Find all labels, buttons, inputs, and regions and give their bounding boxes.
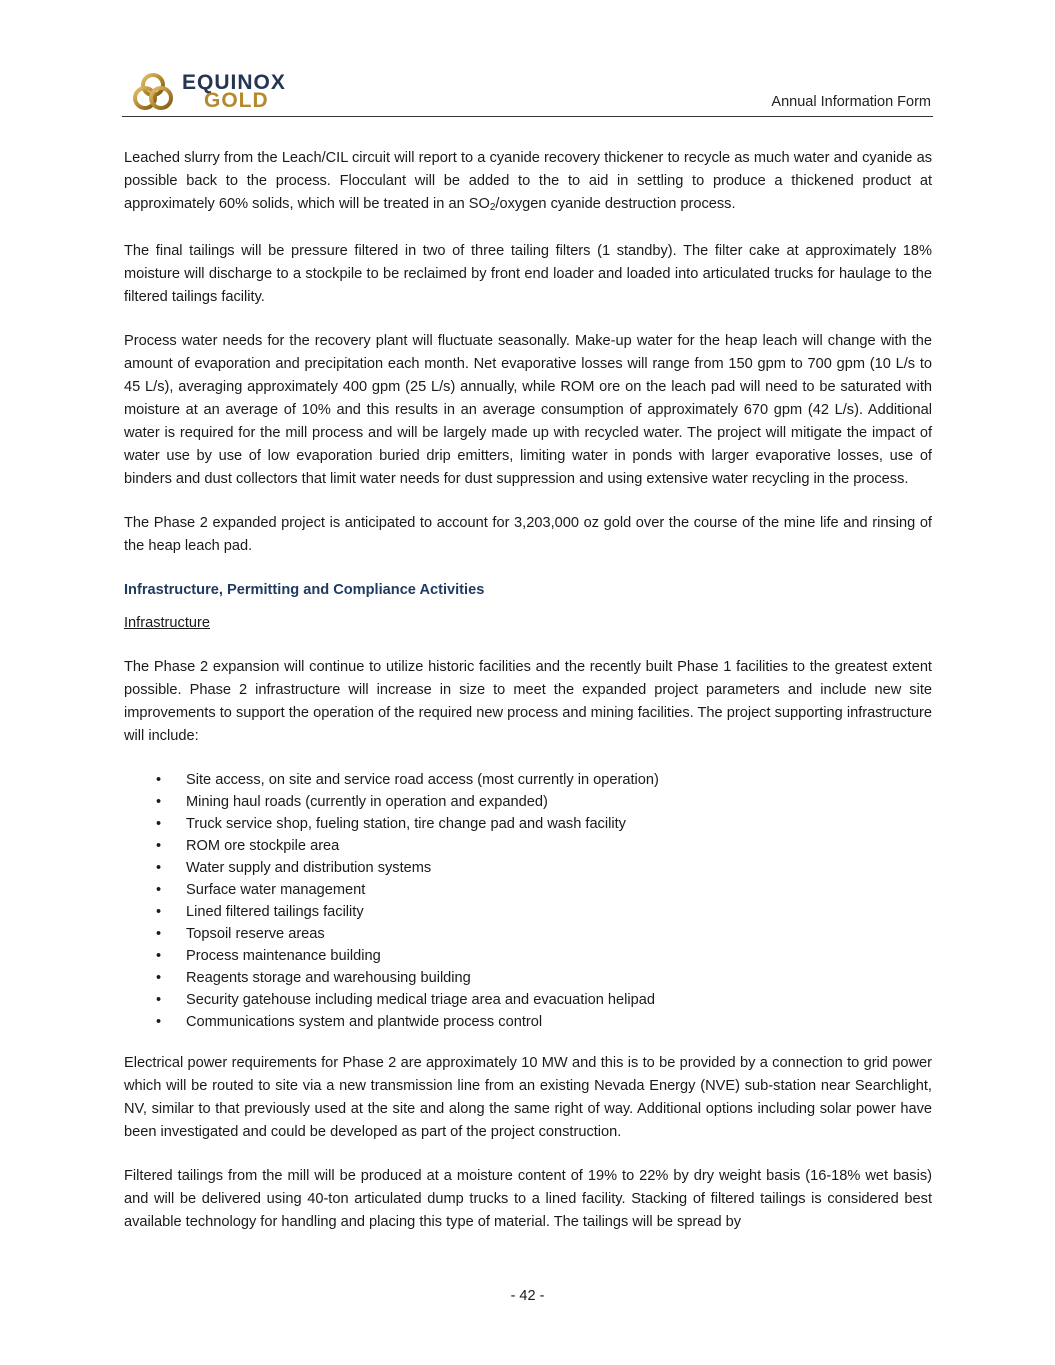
infrastructure-list xyxy=(124,769,932,1033)
bullet-icon: • xyxy=(156,970,162,986)
list-item-text: Surface water management xyxy=(186,882,366,898)
bullet-icon: • xyxy=(156,904,162,920)
page-body xyxy=(124,147,932,1255)
bullet-icon: • xyxy=(156,948,162,964)
bullet-icon: • xyxy=(156,1014,162,1030)
paragraph-filtered-tailings: Filtered tailings from the mill will be produced at a moisture content of 19% to 22% by dry weight basis (16-18% wet basis) and will be delivered using 40-ton articulated dump trucks to a lined facility. Stacking of filtered tailings is considered best available technology for handling and placing this type of material. The tailings will be spread by xyxy=(124,1168,932,1230)
list-item xyxy=(124,813,932,835)
page-header xyxy=(122,68,933,117)
paragraph-electrical-power: Electrical power requirements for Phase 2 are approximately 10 MW and this is to be provided by a connection to grid power which will be routed to site via a new transmission line from an existing Nevada Energy (NVE) sub-station near Searchlight, NV, similar to that previously used at the site and along the same right of way. Additional options including solar power have been investigated and could be developed as part of the project construction. xyxy=(124,1055,932,1140)
document-title: Annual Information Form xyxy=(771,94,931,110)
page-number: - 42 - xyxy=(510,1288,545,1304)
bullet-icon: • xyxy=(156,860,162,876)
paragraph-infrastructure-intro: The Phase 2 expansion will continue to utilize historic facilities and the recently built Phase 1 facilities to the greatest extent possible. Phase 2 infrastructure will increase in size to meet the expanded project parameters and include new site improvements to support the operation of the required new process and mining facilities. The project supporting infrastructure will include: xyxy=(124,659,932,744)
bullet-icon: • xyxy=(156,992,162,1008)
list-item xyxy=(124,769,932,791)
list-item-text: Mining haul roads (currently in operation and expanded) xyxy=(186,794,548,810)
list-item xyxy=(124,835,932,857)
logo-text-equinox: EQUINOX xyxy=(182,71,286,94)
paragraph-tailings-filters: The final tailings will be pressure filtered in two of three tailing filters (1 standby). The filter cake at approximately 18% moisture will discharge to a stockpile to be reclaimed by front end loader and loaded into articulated trucks for haulage to the filtered tailings facility. xyxy=(124,243,932,305)
paragraph-phase2-gold: The Phase 2 expanded project is anticipated to account for 3,203,000 oz gold over the course of the mine life and rinsing of the heap leach pad. xyxy=(124,515,932,554)
logo-text-gold: GOLD xyxy=(204,89,269,112)
paragraph-text: Leached slurry from the Leach/CIL circuit will report to a cyanide recovery thickener to recycle as much water and cyanide as possible back to the process. Flocculant will be added to the to aid in settling to produce a thickened product at approximately 60% solids, which will be treated in an SO xyxy=(124,150,932,212)
list-item xyxy=(124,1011,932,1033)
list-item-text: Water supply and distribution systems xyxy=(186,860,432,876)
list-item-text: Security gatehouse including medical triage area and evacuation helipad xyxy=(186,992,655,1008)
list-item-text: ROM ore stockpile area xyxy=(186,838,340,854)
bullet-icon: • xyxy=(156,926,162,942)
section-heading: Infrastructure, Permitting and Compliance Activities xyxy=(124,582,485,598)
paragraph-cyanide-recovery xyxy=(124,147,932,219)
list-item xyxy=(124,989,932,1011)
paragraph-process-water: Process water needs for the recovery plant will fluctuate seasonally. Make-up water for the heap leach will change with the amount of evaporation and precipitation each month. Net evaporative losses will range from 150 gpm to 700 gpm (10 L/s to 45 L/s), averaging approximately 400 gpm (25 L/s) annually, while ROM ore on the leach pad will need to be saturated with moisture at an average of 10% and this results in an average consumption of approximately 670 gpm (42 L/s). Additional water is required for the mill process and will be largely made up with recycled water. The project will mitigate the impact of water use by use of low evaporation buried drip emitters, limiting water in ponds with larger evaporative losses, use of binders and dust collectors that limit water needs for dust suppression and using extensive water recycling in the process. xyxy=(124,333,932,487)
equinox-gold-knot-icon xyxy=(132,71,174,113)
list-item xyxy=(124,967,932,989)
bullet-icon: • xyxy=(156,816,162,832)
list-item-text: Lined filtered tailings facility xyxy=(186,904,364,920)
company-logo xyxy=(132,71,302,113)
list-item-text: Process maintenance building xyxy=(186,948,381,964)
paragraph-text: /oxygen cyanide destruction process. xyxy=(495,196,736,212)
list-item-text: Site access, on site and service road access (most currently in operation) xyxy=(186,772,659,788)
list-item xyxy=(124,945,932,967)
list-item xyxy=(124,791,932,813)
list-item xyxy=(124,923,932,945)
list-item xyxy=(124,857,932,879)
list-item-text: Communications system and plantwide process control xyxy=(186,1014,543,1030)
bullet-icon: • xyxy=(156,838,162,854)
list-item xyxy=(124,901,932,923)
list-item-text: Reagents storage and warehousing building xyxy=(186,970,471,986)
list-item-text: Topsoil reserve areas xyxy=(186,926,325,942)
list-item xyxy=(124,879,932,901)
list-item-text: Truck service shop, fueling station, tire change pad and wash facility xyxy=(186,816,626,832)
bullet-icon: • xyxy=(156,772,162,788)
subscript-2: 2 xyxy=(489,202,496,213)
subheading-infrastructure: Infrastructure xyxy=(124,615,210,631)
bullet-icon: • xyxy=(156,882,162,898)
bullet-icon: • xyxy=(156,794,162,810)
